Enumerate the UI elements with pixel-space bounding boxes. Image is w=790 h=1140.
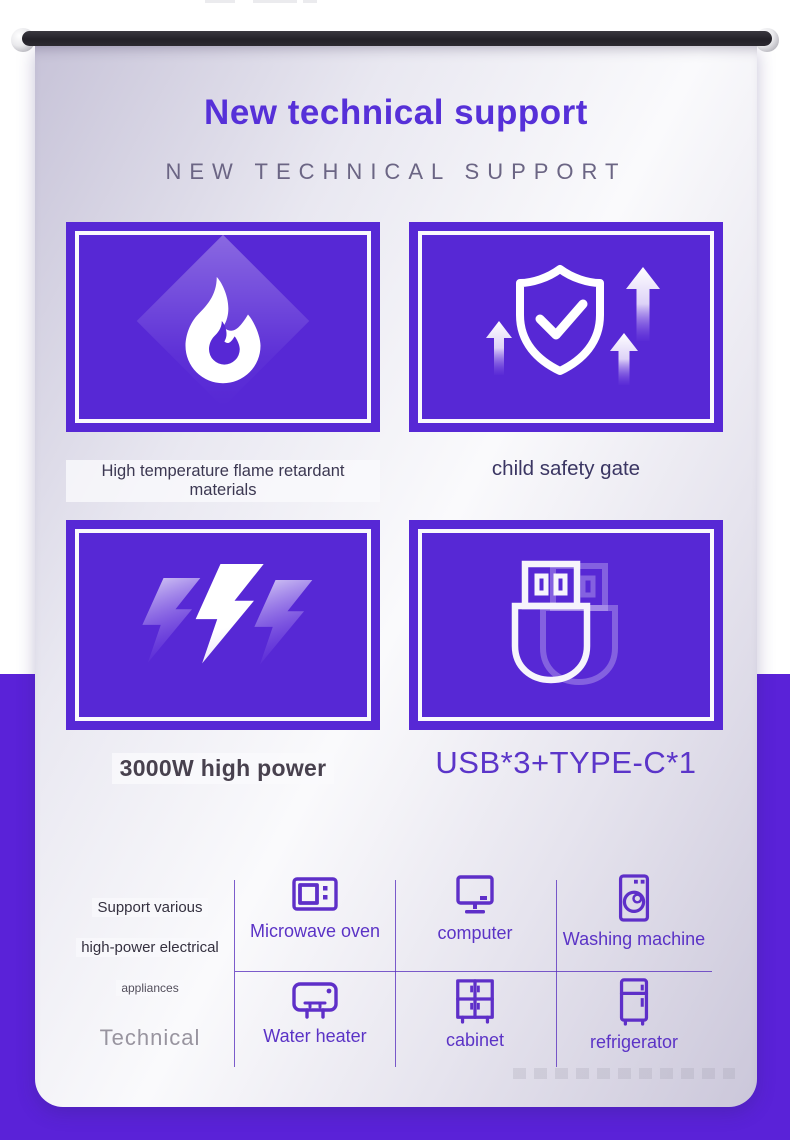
feature-caption xyxy=(66,753,380,784)
appliance-label: Washing machine xyxy=(562,929,706,949)
appliance-cell xyxy=(558,873,710,950)
feature-caption xyxy=(409,457,723,481)
watermark xyxy=(513,1068,735,1079)
appliance-label: refrigerator xyxy=(589,1032,679,1052)
top-edge-artifact xyxy=(303,0,317,3)
appliance-cell xyxy=(399,873,551,944)
refrigerator-icon xyxy=(611,976,657,1026)
appliance-label: cabinet xyxy=(445,1030,505,1050)
feature-card-child-safety xyxy=(409,222,723,432)
appliance-cell xyxy=(239,976,391,1047)
appliance-cell xyxy=(558,976,710,1053)
table-divider xyxy=(556,880,557,1067)
page-subtitle: NEW TECHNICAL SUPPORT xyxy=(165,159,627,184)
page-title: New technical support xyxy=(204,93,588,132)
computer-icon xyxy=(451,873,499,917)
appliance-label: Water heater xyxy=(263,1026,367,1046)
appliance-label: computer xyxy=(437,923,513,943)
table-divider xyxy=(395,880,396,1067)
water-heater-icon xyxy=(291,976,339,1020)
table-footer-label: Technical xyxy=(99,1025,201,1050)
feature-caption xyxy=(66,460,380,502)
cabinet-icon xyxy=(452,976,498,1024)
feature-card-usb xyxy=(409,520,723,730)
caption-text: High temperature flame retardant materials xyxy=(66,460,380,502)
feature-caption xyxy=(409,745,723,781)
roller-bar xyxy=(22,31,772,46)
feature-card-high-power xyxy=(66,520,380,730)
projection-screen xyxy=(35,45,757,1107)
table-intro-line: high-power electrical xyxy=(65,938,235,957)
flame-icon xyxy=(148,248,298,406)
feature-card-flame-retardant xyxy=(66,222,380,432)
table-intro-line: Support various xyxy=(65,898,235,917)
top-edge-artifact xyxy=(205,0,235,3)
caption-text: 3000W high power xyxy=(112,753,335,784)
appliance-cell xyxy=(399,976,551,1051)
caption-text: child safety gate xyxy=(491,457,641,480)
microwave-icon xyxy=(291,873,339,915)
usb-plug-icon xyxy=(481,550,651,700)
washing-machine-icon xyxy=(611,873,657,923)
top-edge-artifact xyxy=(253,0,297,3)
table-divider xyxy=(235,971,712,972)
appliance-label: Microwave oven xyxy=(249,921,381,941)
lightning-icon xyxy=(125,562,321,688)
shield-check-icon xyxy=(448,259,684,395)
caption-text: USB*3+TYPE-C*1 xyxy=(435,745,697,780)
table-intro-line: appliances xyxy=(65,980,235,996)
appliance-cell xyxy=(239,873,391,942)
